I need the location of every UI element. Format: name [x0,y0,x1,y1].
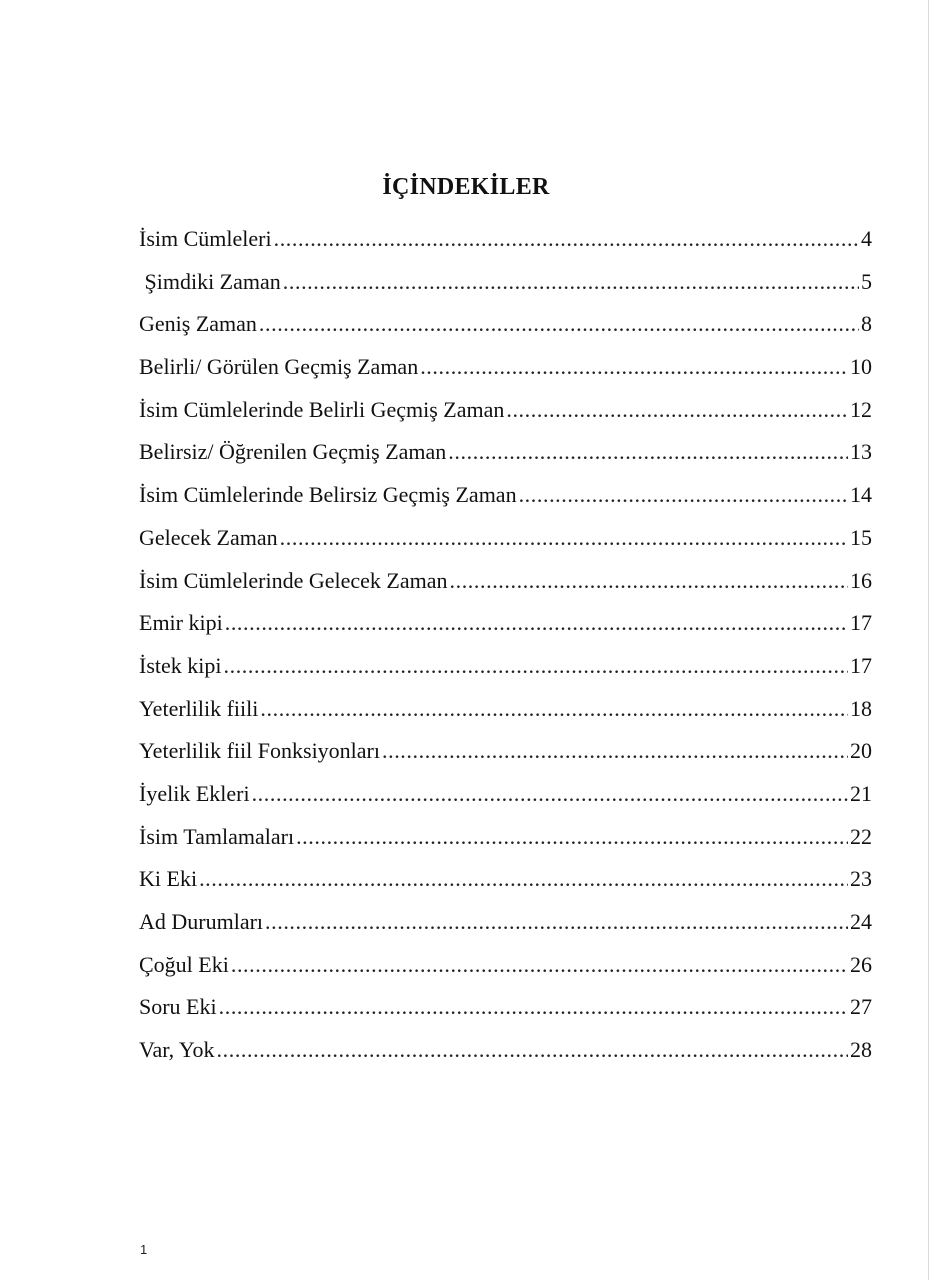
toc-entry[interactable] [139,226,872,269]
toc-entry[interactable] [139,354,872,397]
toc-entry-label: Yeterlilik fiil Fonksiyonları [139,738,380,764]
toc-entry-page: 5 [861,268,872,294]
toc-entry-page: 26 [850,951,872,977]
toc-entry-label: İsim Cümlelerinde Belirsiz Geçmiş Zaman [139,482,517,508]
toc-entry[interactable] [139,866,872,909]
toc-entry-label: Şimdiki Zaman [139,268,281,294]
toc-entry[interactable] [139,269,872,312]
toc-entry-page: 8 [861,311,872,337]
toc-entry[interactable] [139,909,872,952]
toc-entry-page: 17 [850,652,872,678]
toc-entry-label: İsim Cümlelerinde Belirli Geçmiş Zaman [139,396,505,422]
toc-entry-page: 16 [850,567,872,593]
toc-dot-leader [265,909,848,935]
toc-entry-label: Çoğul Eki [139,951,229,977]
toc-entry-page: 13 [850,439,872,465]
toc-entry-page: 20 [850,738,872,764]
toc-entry[interactable] [139,610,872,653]
toc-entry-label: Gelecek Zaman [139,524,278,550]
toc-entry-page: 10 [850,354,872,380]
toc-dot-leader [225,610,848,636]
toc-dot-leader [450,568,849,594]
toc-dot-leader [224,653,849,679]
toc-entry-label: Yeterlilik fiili [139,695,259,721]
toc-entry-label: Soru Eki [139,994,217,1020]
toc-entry-label: Ki Eki [139,866,198,892]
toc-dot-leader [231,952,848,978]
toc-dot-leader [448,439,848,465]
table-of-contents [139,226,872,1080]
page-title: İÇİNDEKİLER [382,174,550,200]
toc-entry-label: İsim Cümleleri [139,226,272,251]
toc-dot-leader [382,738,848,764]
toc-entry-label: Belirsiz/ Öğrenilen Geçmiş Zaman [139,439,447,465]
toc-entry-label: İstek kipi [139,652,222,678]
page-number: 1 [140,1242,148,1257]
toc-entry-page: 23 [850,866,872,892]
toc-dot-leader [219,994,848,1020]
toc-dot-leader [506,397,848,423]
toc-entry[interactable] [139,1037,872,1080]
toc-entry[interactable] [139,696,872,739]
toc-dot-leader [519,482,848,508]
toc-entry-label: İsim Tamlamaları [139,823,295,849]
toc-entry[interactable] [139,482,872,525]
toc-entry[interactable] [139,653,872,696]
toc-dot-leader [199,866,848,892]
toc-entry[interactable] [139,311,872,354]
toc-dot-leader [420,354,848,380]
toc-dot-leader [274,226,859,252]
toc-entry-page: 17 [850,610,872,636]
toc-entry-label: Var, Yok [139,1037,215,1063]
toc-entry-label: İsim Cümlelerinde Gelecek Zaman [139,567,448,593]
toc-entry-label: Ad Durumları [139,909,264,934]
toc-dot-leader [280,525,848,551]
toc-entry-label: Belirli/ Görülen Geçmiş Zaman [139,354,419,380]
toc-entry-label: İyelik Ekleri [139,780,250,806]
toc-dot-leader [260,696,848,722]
toc-entry-page: 28 [850,1037,872,1063]
toc-dot-leader [296,824,848,850]
toc-dot-leader [252,781,848,807]
toc-entry[interactable] [139,525,872,568]
toc-entry-label: Geniş Zaman [139,311,257,337]
toc-entry[interactable] [139,397,872,440]
toc-dot-leader [259,311,859,337]
toc-entry[interactable] [139,994,872,1037]
toc-entry-page: 21 [850,780,872,806]
toc-dot-leader [217,1037,848,1063]
toc-entry[interactable] [139,824,872,867]
toc-entry[interactable] [139,952,872,995]
toc-entry-page: 14 [850,482,872,508]
toc-entry[interactable] [139,439,872,482]
toc-entry-page: 15 [850,524,872,550]
toc-entry-page: 24 [850,909,872,934]
toc-entry[interactable] [139,568,872,611]
toc-entry[interactable] [139,781,872,824]
toc-entry[interactable] [139,738,872,781]
toc-entry-page: 22 [850,823,872,849]
toc-entry-label: Emir kipi [139,610,223,636]
toc-dot-leader [283,269,859,295]
toc-entry-page: 12 [850,396,872,422]
toc-entry-page: 27 [850,994,872,1020]
toc-entry-page: 18 [850,695,872,721]
toc-entry-page: 4 [861,226,872,251]
